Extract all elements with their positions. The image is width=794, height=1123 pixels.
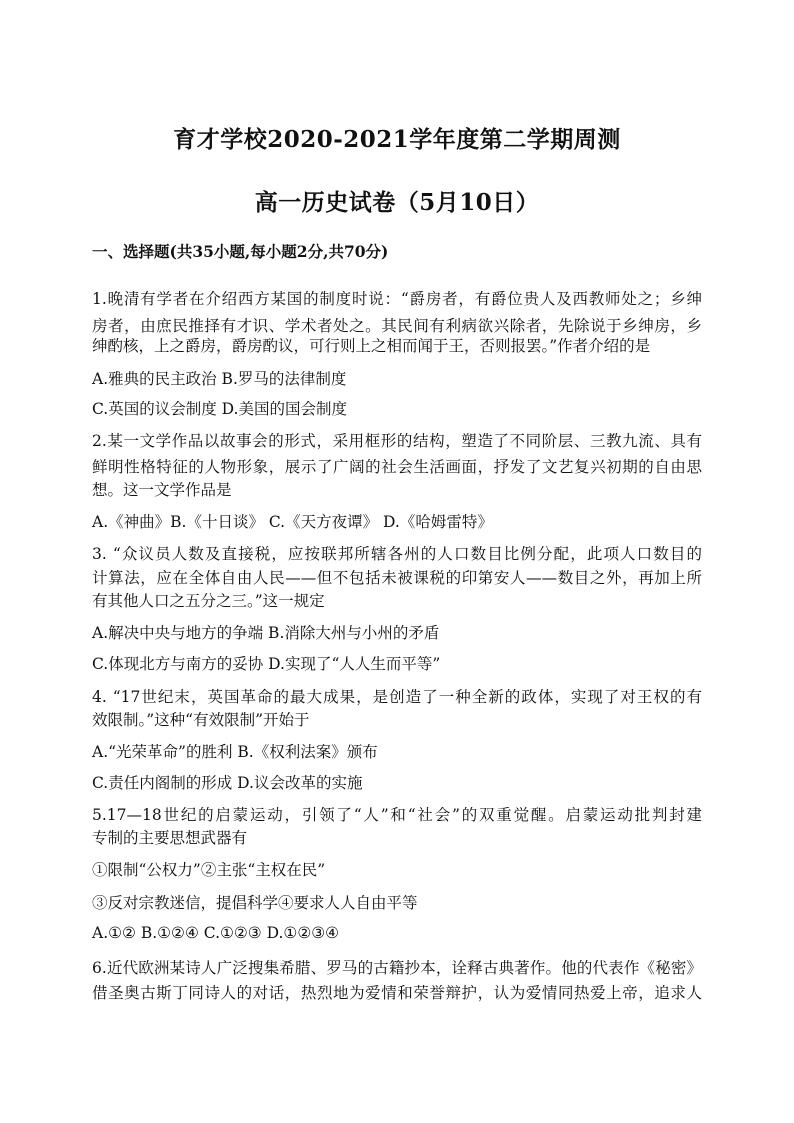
q5-stem-line: 专制的主要思想武器有: [92, 829, 248, 847]
q3-stem-line: 有其他人口之五分之三。”这一规定: [92, 592, 325, 610]
q1-option-line: A.雅典的民主政治 B.罗马的法律制度: [92, 370, 347, 388]
q5-option-line: ③反对宗教迷信，提倡科学④要求人人自由平等: [92, 894, 418, 912]
q3-stem-line: 计算法，应在全体自由人民——但不包括未被课税的印第安人——数目之外，再加上所: [92, 569, 702, 587]
q4-option-line: C.责任内阁制的形成 D.议会改革的实施: [92, 774, 363, 792]
q6-stem-line: 借圣奥古斯丁同诗人的对话，热烈地为爱情和荣誉辩护，认为爱情同热爱上帝，追求人: [92, 984, 702, 1002]
section-heading: 一、选择题(共35小题,每小题2分,共70分): [92, 242, 389, 261]
q3-stem-line: 3. “众议员人数及直接税，应按联邦所辖各州的人口数目比例分配，此项人口数目的: [92, 545, 702, 563]
q1-option-line: C.英国的议会制度 D.美国的国会制度: [92, 400, 347, 418]
q5-option-line: A.①② B.①②④ C.①②③ D.①②③④: [92, 924, 340, 942]
exam-title-subject: 高一历史试卷（5月10日）: [254, 189, 540, 216]
q5-option-line: ①限制“公权力”②主张“主权在民”: [92, 861, 326, 879]
exam-title-school: 育才学校2020-2021学年度第二学期周测: [173, 126, 621, 153]
q3-option-line: A.解决中央与地方的争端 B.消除大州与小州的矛盾: [92, 624, 440, 642]
q4-stem-line: 效限制。”这种“有效限制”开始于: [92, 711, 310, 729]
q4-stem-line: 4. “17世纪末，英国革命的最大成果，是创造了一种全新的政体，实现了对王权的有: [92, 688, 702, 706]
q2-option-line: A.《神曲》B.《十日谈》 C.《天方夜谭》 D.《哈姆雷特》: [92, 513, 493, 531]
q1-stem-line: 房者，由庶民推择有才识、学术者处之。其民间有利病欲兴除者，先除说于乡绅房，乡: [92, 317, 702, 335]
q4-option-line: A.“光荣革命”的胜利 B.《权利法案》颁布: [92, 743, 378, 761]
q2-stem-line: 鲜明性格特征的人物形象，展示了广阔的社会生活画面，抒发了文艺复兴初期的自由思: [92, 458, 702, 476]
q1-stem-line: 绅酌核，上之爵房，爵房酌议，可行则上之相而闻于王，否则报罢。”作者介绍的是: [92, 337, 651, 355]
q1-stem-line: 1.晚清有学者在介绍西方某国的制度时说：“爵房者，有爵位贵人及西教师处之；乡绅: [92, 290, 702, 308]
q3-option-line: C.体现北方与南方的妥协 D.实现了“人人生而平等”: [92, 655, 441, 673]
q6-stem-line: 6.近代欧洲某诗人广泛搜集希腊、罗马的古籍抄本，诠释古典著作。他的代表作《秘密》: [92, 959, 702, 977]
q5-stem-line: 5.17—18世纪的启蒙运动，引领了“人”和“社会”的双重觉醒。启蒙运动批判封建: [92, 806, 702, 824]
q2-stem-line: 2.某一文学作品以故事会的形式，采用框形的结构，塑造了不同阶层、三教九流、具有: [92, 432, 702, 450]
q2-stem-line: 想。这一文学作品是: [92, 481, 232, 499]
